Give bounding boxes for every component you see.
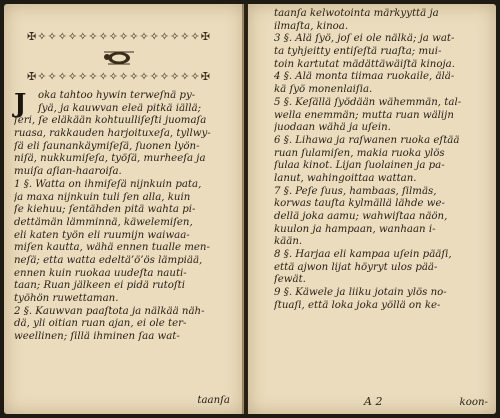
text-line: että ajwon lijat höyryt ulos pää- [274,261,438,273]
text-line: ilmaſta, kinoa. [274,20,349,32]
text-line: 5 §. Keſällä ſyödään wähemmän, tal- [274,96,462,108]
text-line: ruasa, rakkauden harjoituxeſa, tyllwy- [14,128,211,140]
text-line: dettämän lämminnä, käwelemiſen, [14,216,193,228]
text-line: kään. [274,236,303,248]
text-line: 2 §. Kauwvan paaſtota ja nälkää näh- [14,305,205,317]
text-line: eli katen työn eli ruumijn waiwaa- [14,229,190,241]
text-line: ſyä, ja kauwvan eleä pitkä iällä; [38,102,202,114]
text-line: työhön ruwettaman. [14,293,119,304]
text-line: 6 §. Lihawa ja raſwanen ruoka eſtää [274,134,460,146]
text-line: taanſa kelwotointa märkyyttä ja [274,8,439,19]
text-line: dellä joka aamu; wahwiſtaa näön, [274,211,448,222]
text-line: korwas tauſta kylmällä lähde we- [274,198,445,210]
text-line: niſä, nukkumiſeſa, työſä, murheeſa ja [14,153,206,165]
beetle-vignette-icon [102,48,136,66]
right-page [248,4,496,414]
text-line: ſulaa kinot. Lijan ſuolainen ja pa- [274,160,445,172]
drop-capital: J [14,89,27,119]
text-line: kä ſyö monenlaiſia. [274,84,373,96]
right-catchword: koon- [459,397,488,408]
text-line: 3 §. Älä ſyö, joſ ei ole nälkä; ja wat- [274,33,455,45]
text-line: ſä eli ſaunankäymiſeſä, ſuonen lyön- [14,140,200,152]
text-line: wella enemmän; mutta ruan wälijn [274,109,454,121]
text-line: toin kartutat mädättäwäiſtä kinoja. [274,58,455,70]
text-line: 7 §. Peſe ſuus, hambaas, ſilmäs, [274,185,437,197]
text-line: juodaan wähä ja uſein. [274,122,391,134]
text-line: oka tahtoo hywin terweſnä py- [38,90,196,101]
text-line: 8 §. Harjaa eli kampaa uſein pääſi, [274,249,452,261]
left-page [4,4,244,414]
text-line: lanut, wahingoittaa wattan. [274,172,417,184]
text-line: muiſa aſian-haaroiſa. [14,166,122,178]
right-page-text [274,8,490,313]
text-line: ruan ſulamiſen, makia ruoka ylös [274,147,445,159]
text-line: weellinen; ſillä ihminen ſaa wat- [14,331,180,343]
text-line: ſeri, ſe eläkään kohtuulliſeſti juomaſa [14,115,207,127]
ornament-border-bottom: ✠✧✧✧✧✧✧✧✧✧✧✧✧✧✧✧✧✠ [27,70,211,83]
text-line: ta tyhjeitty entiſeſtä ruaſta; mui- [274,46,442,58]
text-line: dä, yli oitian ruan ajan, ei ole ter- [14,318,187,330]
signature-mark: A 2 [364,395,383,408]
ornament-border-top: ✠✧✧✧✧✧✧✧✧✧✧✧✧✧✧✧✧✠ [27,30,211,43]
text-line: ſtuaſi, että loka joka yöllä on ke- [274,299,441,311]
text-line: kuulon ja hampaan, wanhaan i- [274,223,436,235]
text-line: neſä; etta watta edeltä’ö’ös lämpiää, [14,254,203,266]
text-line: ja maxa nijnkuin tuli ſen alla, kuin [14,191,191,203]
text-line: ſewät. [274,274,306,286]
text-line: ennen kuin ruokaa uudeſta nauti- [14,267,187,279]
text-line: 9 §. Käwele ja liiku jotain ylös no- [274,287,447,299]
text-line: ſe kiehuu; ſentähden pitä wahta pi- [14,204,196,216]
left-catchword: taanſa [197,395,230,406]
text-line: 4 §. Älä monta tiimaa ruokaile, älä- [274,71,455,83]
left-page-text [14,90,238,344]
text-line: taan; Ruan jälkeen ei pidä rutoſti [14,280,186,292]
text-line: 1 §. Watta on ihmiſeſä nijnkuin pata, [14,178,202,190]
text-line: miſen kautta, wähä ennen tualle men- [14,242,210,254]
